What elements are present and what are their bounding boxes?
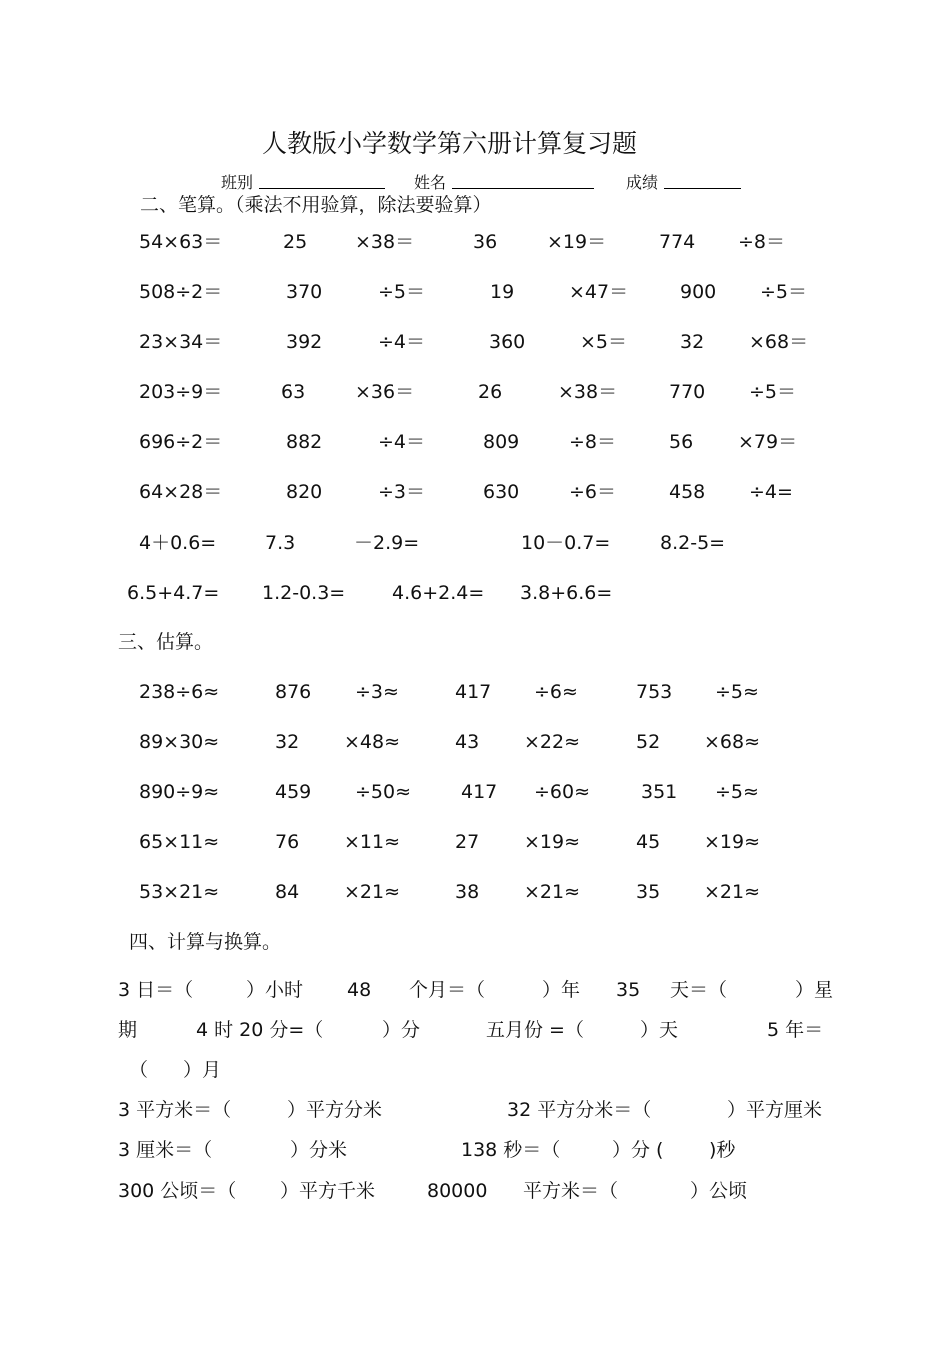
problem: 10－0.7= [521, 532, 611, 554]
problem: 89×30≈ [139, 731, 220, 753]
section-2-heading: 二、笔算。（乘法不用验算，除法要验算） [140, 194, 492, 216]
problem: 63 [281, 381, 306, 403]
problem: ×68＝ [749, 331, 809, 353]
problem: ×19≈ [524, 831, 581, 853]
problem: 203÷9＝ [139, 381, 223, 403]
problem: ×38＝ [558, 381, 618, 403]
conversion-text: ）分 ( [612, 1139, 664, 1161]
problem: ×21≈ [524, 881, 581, 903]
problem: 809 [483, 431, 520, 453]
problem: ÷60≈ [534, 781, 591, 803]
conversion-text: 138 秒＝（ [461, 1139, 561, 1161]
conversion-text: ）天 [640, 1019, 679, 1041]
problem: ×68≈ [704, 731, 761, 753]
problem: 4＋0.6= [139, 532, 217, 554]
problem: 630 [483, 481, 520, 503]
conversion-text: ）平方分米 [287, 1099, 383, 1121]
problem: 370 [286, 281, 323, 303]
conversion-text: )秒 [709, 1139, 736, 1161]
problem: ×36＝ [355, 381, 415, 403]
problem: ÷4＝ [378, 431, 426, 453]
problem: 890÷9≈ [139, 781, 220, 803]
problem: 25 [283, 231, 308, 253]
problem: 43 [455, 731, 480, 753]
name-blank [452, 170, 594, 189]
conversion-text: ）分 [382, 1019, 421, 1041]
problem: 4.6+2.4= [392, 582, 485, 604]
conversion-text: 300 公顷＝（ [118, 1180, 237, 1202]
problem: 26 [478, 381, 503, 403]
problem: 8.2-5= [660, 532, 726, 554]
problem: ÷8＝ [569, 431, 617, 453]
problem: ×38＝ [355, 231, 415, 253]
conversion-text: ）公顷 [690, 1180, 748, 1202]
problem: ÷3＝ [378, 481, 426, 503]
problem: 19 [490, 281, 515, 303]
problem: 351 [641, 781, 678, 803]
section-4-heading: 四、计算与换算。 [129, 931, 282, 953]
problem: 65×11≈ [139, 831, 220, 853]
problem: 417 [461, 781, 498, 803]
problem: 696÷2＝ [139, 431, 223, 453]
problem: 360 [489, 331, 526, 353]
problem: ×21≈ [344, 881, 401, 903]
problem: ×5＝ [580, 331, 628, 353]
problem: ÷5＝ [749, 381, 797, 403]
problem: ×21≈ [704, 881, 761, 903]
problem: 238÷6≈ [139, 681, 220, 703]
conversion-text: 5 年＝ [767, 1019, 824, 1041]
conversion-text: 4 时 20 分=（ [196, 1019, 324, 1041]
problem: ÷5≈ [715, 681, 759, 703]
problem: 7.3 [265, 532, 296, 554]
conversion-text: （ [129, 1059, 149, 1081]
problem: ×48≈ [344, 731, 401, 753]
problem: 900 [680, 281, 717, 303]
problem: ×47＝ [569, 281, 629, 303]
problem: 876 [275, 681, 312, 703]
problem: 23×34＝ [139, 331, 223, 353]
problem: 32 [680, 331, 705, 353]
problem: 54×63＝ [139, 231, 223, 253]
problem: 459 [275, 781, 312, 803]
problem: ÷6＝ [569, 481, 617, 503]
problem: 508÷2＝ [139, 281, 223, 303]
problem: 64×28＝ [139, 481, 223, 503]
problem: 56 [669, 431, 694, 453]
conversion-text: ）星 [795, 979, 834, 1001]
conversion-text: 天＝（ [670, 979, 728, 1001]
problem: 52 [636, 731, 661, 753]
class-blank [259, 170, 385, 189]
conversion-text: ）分米 [290, 1139, 348, 1161]
problem: ×11≈ [344, 831, 401, 853]
problem: 6.5+4.7= [127, 582, 220, 604]
problem: －2.9= [354, 532, 420, 554]
problem: 35 [636, 881, 661, 903]
problem: ÷5＝ [760, 281, 808, 303]
conversion-text: ）小时 [246, 979, 304, 1001]
conversion-text: 期 [118, 1019, 138, 1041]
conversion-text: ）平方厘米 [727, 1099, 823, 1121]
conversion-text: 32 平方分米＝（ [507, 1099, 652, 1121]
problem: 53×21≈ [139, 881, 220, 903]
problem: 458 [669, 481, 706, 503]
problem: 84 [275, 881, 300, 903]
problem: 1.2-0.3= [262, 582, 346, 604]
problem: ×19＝ [547, 231, 607, 253]
problem: ×79＝ [738, 431, 798, 453]
conversion-text: 48 [347, 979, 372, 1001]
conversion-text: 35 [616, 979, 641, 1001]
problem: ÷6≈ [534, 681, 578, 703]
name-label: 姓名 [414, 173, 447, 192]
conversion-text: 平方米＝（ [523, 1180, 619, 1202]
conversion-text: 个月＝（ [409, 979, 486, 1001]
problem: ÷8＝ [738, 231, 786, 253]
problem: ÷3≈ [355, 681, 399, 703]
score-label: 成绩 [626, 173, 659, 192]
problem: ÷50≈ [355, 781, 412, 803]
conversion-text: 80000 [427, 1180, 488, 1202]
problem: ×19≈ [704, 831, 761, 853]
problem: 392 [286, 331, 323, 353]
problem: ×22≈ [524, 731, 581, 753]
problem: 753 [636, 681, 673, 703]
problem: 770 [669, 381, 706, 403]
conversion-text: 3 厘米＝（ [118, 1139, 213, 1161]
conversion-text: 3 平方米＝（ [118, 1099, 232, 1121]
conversion-text: 五月份 =（ [486, 1019, 584, 1041]
problem: 38 [455, 881, 480, 903]
problem: 76 [275, 831, 300, 853]
conversion-text: ）平方千米 [280, 1180, 376, 1202]
conversion-text: 3 日＝（ [118, 979, 194, 1001]
conversion-text: ）年 [542, 979, 581, 1001]
problem: 882 [286, 431, 323, 453]
problem: ÷4＝ [378, 331, 426, 353]
score-blank [664, 170, 741, 189]
problem: 32 [275, 731, 300, 753]
problem: 417 [455, 681, 492, 703]
problem: 3.8+6.6= [520, 582, 613, 604]
problem: ÷4= [749, 481, 793, 503]
problem: 36 [473, 231, 498, 253]
problem: 45 [636, 831, 661, 853]
problem: ÷5＝ [378, 281, 426, 303]
section-3-heading: 三、估算。 [118, 631, 214, 653]
page-title: 人教版小学数学第六册计算复习题 [262, 129, 638, 158]
problem: 774 [659, 231, 696, 253]
conversion-text: ）月 [183, 1059, 222, 1081]
class-label: 班别 [221, 173, 254, 192]
problem: ÷5≈ [715, 781, 759, 803]
problem: 820 [286, 481, 323, 503]
problem: 27 [455, 831, 480, 853]
